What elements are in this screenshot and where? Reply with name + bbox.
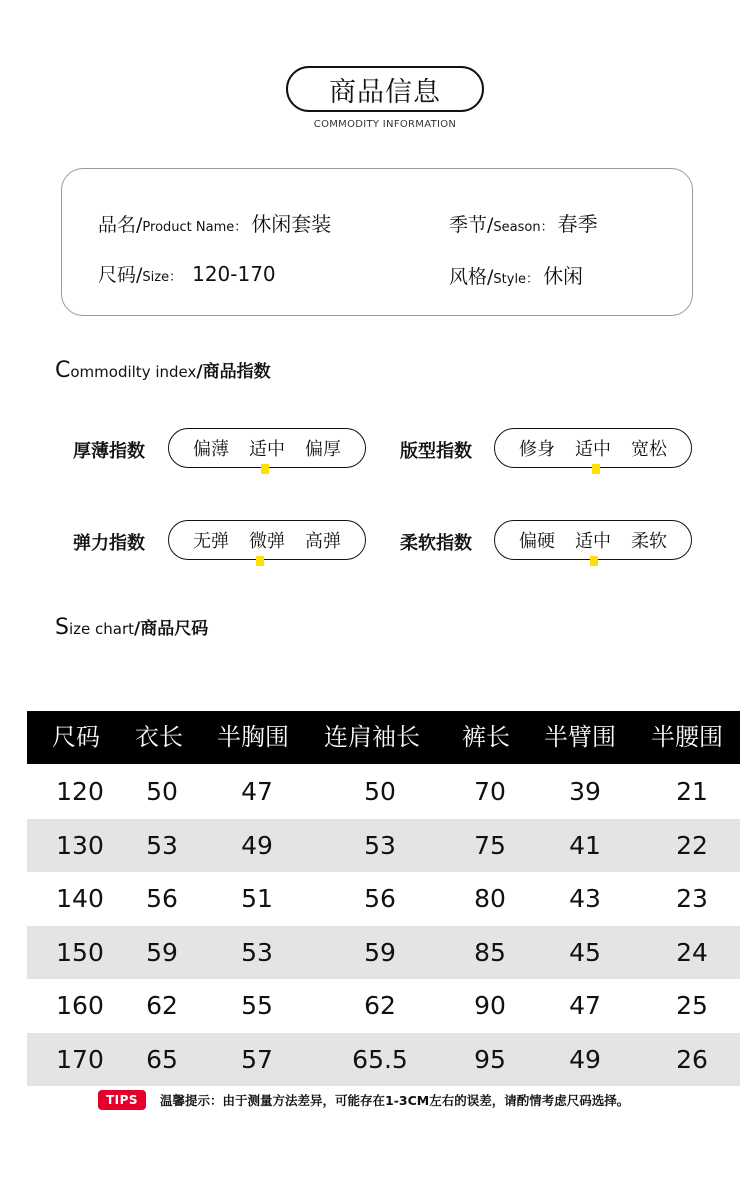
page-subtitle: COMMODITY INFORMATION <box>313 119 457 130</box>
index-marker-softness <box>590 556 598 566</box>
index-marker-fit <box>592 464 600 474</box>
table-cell: 22 <box>676 830 708 860</box>
table-cell: 53 <box>146 830 178 860</box>
table-cell: 65.5 <box>352 1044 408 1074</box>
table-cell: 23 <box>676 884 708 913</box>
table-cell: 62 <box>146 991 178 1020</box>
table-cell: 24 <box>676 937 708 967</box>
info-label-cn: 品名/ <box>98 214 143 236</box>
table-cell: 41 <box>569 830 601 860</box>
table-cell: 170 <box>56 1044 104 1074</box>
tips-text: 温馨提示：由于测量方法差异，可能存在1-3CM左右的误差，请酌情考虑尺码选择。 <box>160 1093 630 1108</box>
index-option: 宽松 <box>631 439 667 460</box>
table-cell: 57 <box>241 1044 273 1074</box>
table-cell: 49 <box>241 830 273 860</box>
table-cell: 25 <box>676 991 708 1020</box>
index-option-selected: 适中 <box>575 439 611 460</box>
heading-rest: ize chart <box>68 620 135 638</box>
table-cell: 70 <box>474 777 506 806</box>
table-cell: 56 <box>364 884 396 913</box>
index-option: 高弹 <box>305 531 341 552</box>
table-cell: 160 <box>56 991 104 1020</box>
column-header-pants: 裤长 <box>462 723 510 751</box>
index-option: 柔软 <box>631 531 667 552</box>
table-cell: 47 <box>569 991 601 1020</box>
page-title: 商品信息 <box>286 66 484 112</box>
info-label-cn: 季节/ <box>449 214 494 236</box>
table-cell: 26 <box>676 1044 708 1074</box>
info-product-name <box>98 208 331 237</box>
table-cell: 62 <box>364 991 396 1020</box>
section-heading-index <box>55 357 271 383</box>
table-cell: 75 <box>474 830 506 860</box>
info-value: 休闲套装 <box>251 212 332 236</box>
heading-cn: /商品尺码 <box>134 619 209 639</box>
index-option: 偏薄 <box>193 439 229 460</box>
table-cell: 150 <box>56 937 104 967</box>
heading-rest: ommodilty index <box>70 363 197 381</box>
column-header-sleeve: 连肩袖长 <box>324 723 420 751</box>
table-cell: 90 <box>474 991 506 1020</box>
table-cell: 53 <box>241 937 273 967</box>
product-info-box <box>61 168 693 316</box>
tips-badge: TIPS <box>98 1090 146 1110</box>
table-cell: 85 <box>474 937 506 967</box>
column-header-length: 衣长 <box>135 723 183 751</box>
heading-cn: /商品指数 <box>196 362 271 382</box>
index-scale-softness <box>494 520 692 560</box>
table-cell: 95 <box>474 1044 506 1074</box>
info-style <box>449 260 583 289</box>
info-label-en: Style： <box>493 272 540 287</box>
table-cell: 50 <box>146 777 178 806</box>
heading-cap: S <box>55 615 69 640</box>
index-option-selected: 微弹 <box>249 531 285 552</box>
info-label-cn: 风格/ <box>449 266 494 288</box>
table-cell: 80 <box>474 884 506 913</box>
index-label-fit: 版型指数 <box>400 441 472 462</box>
table-cell: 55 <box>241 991 273 1020</box>
info-label-en: Product Name： <box>142 220 248 235</box>
table-cell: 140 <box>56 884 104 913</box>
info-label-en: Season： <box>493 220 554 235</box>
index-scale-fit <box>494 428 692 468</box>
index-option: 无弹 <box>193 531 229 552</box>
table-cell: 21 <box>676 777 708 806</box>
index-marker-thickness <box>261 464 269 474</box>
table-cell: 59 <box>364 937 396 967</box>
index-label-thickness: 厚薄指数 <box>73 441 145 462</box>
table-cell: 49 <box>569 1044 601 1074</box>
index-label-softness: 柔软指数 <box>400 533 472 554</box>
table-cell: 65 <box>146 1044 178 1074</box>
table-cell: 45 <box>569 937 601 967</box>
table-cell: 53 <box>364 830 396 860</box>
column-header-size: 尺码 <box>52 723 100 751</box>
table-cell: 120 <box>56 777 104 806</box>
index-marker-elasticity <box>256 556 264 566</box>
table-cell: 43 <box>569 884 601 913</box>
column-header-arm: 半臂围 <box>544 723 616 751</box>
info-season <box>449 208 598 237</box>
table-cell: 130 <box>56 830 104 860</box>
index-scale-elasticity <box>168 520 366 560</box>
section-heading-size <box>55 614 208 640</box>
info-size <box>98 260 276 287</box>
table-cell: 56 <box>146 884 178 913</box>
info-label-en: Size： <box>142 270 183 285</box>
column-header-waist: 半腰围 <box>651 723 723 751</box>
table-cell: 51 <box>241 884 273 913</box>
index-option-selected: 适中 <box>249 439 285 460</box>
index-option: 修身 <box>519 439 555 460</box>
index-option-selected: 适中 <box>575 531 611 552</box>
heading-cap: C <box>55 358 71 383</box>
table-cell: 39 <box>569 777 601 806</box>
index-option: 偏硬 <box>519 531 555 552</box>
info-value: 休闲 <box>543 264 584 288</box>
info-value: 120-170 <box>192 262 276 286</box>
index-label-elasticity: 弹力指数 <box>73 533 145 554</box>
index-scale-thickness <box>168 428 366 468</box>
info-value: 春季 <box>557 212 598 236</box>
column-header-chest: 半胸围 <box>217 723 289 751</box>
table-cell: 47 <box>241 777 273 806</box>
table-cell: 59 <box>146 937 178 967</box>
info-label-cn: 尺码/ <box>98 264 143 286</box>
table-cell: 50 <box>364 777 396 806</box>
index-option: 偏厚 <box>305 439 341 460</box>
